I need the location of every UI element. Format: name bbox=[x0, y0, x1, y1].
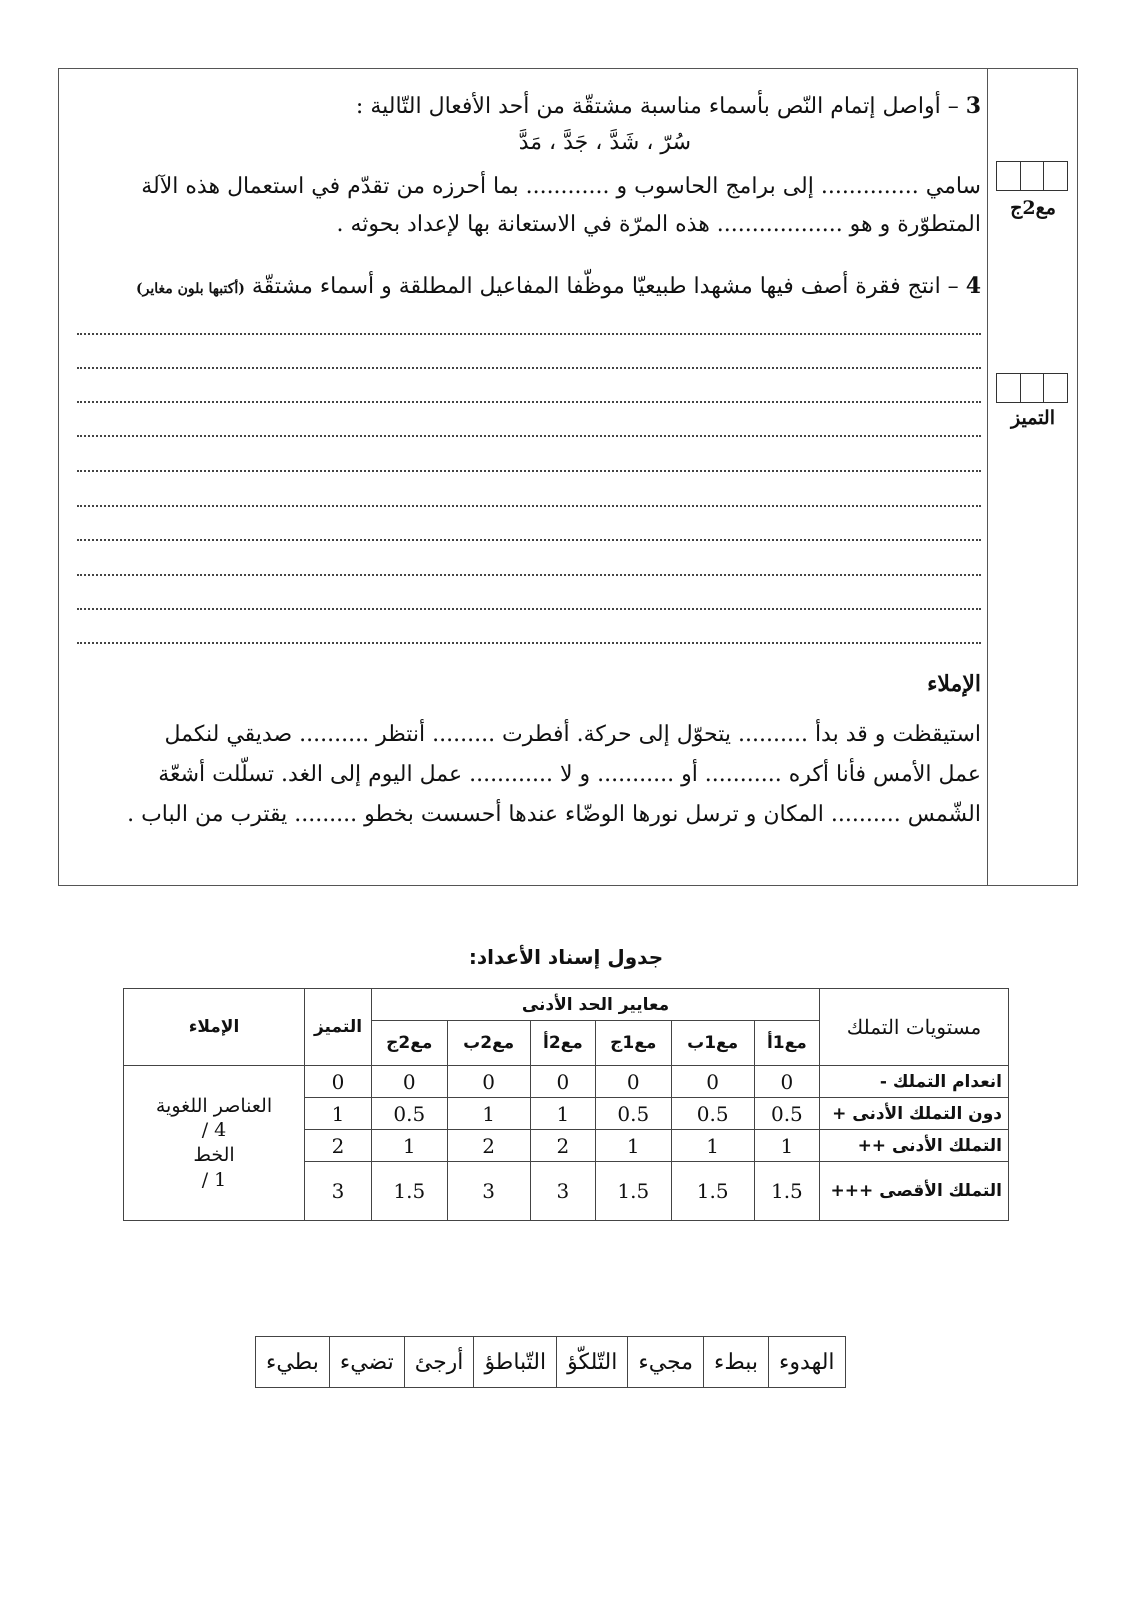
q4-number: 4 bbox=[965, 273, 981, 299]
criterion-label: مع2ج bbox=[1010, 197, 1056, 219]
min-criteria-header: معايير الحد الأدنى bbox=[372, 989, 820, 1021]
word-cell: مجيء bbox=[628, 1337, 704, 1388]
answer-line[interactable] bbox=[77, 640, 981, 644]
answer-line[interactable] bbox=[77, 433, 981, 437]
excellence-header: التميز bbox=[305, 989, 372, 1066]
word-bank-table bbox=[255, 1336, 846, 1388]
excellence-cell: 1 bbox=[305, 1098, 372, 1130]
word-cell: ببطء bbox=[704, 1337, 769, 1388]
value-cell: 1.5 bbox=[372, 1162, 448, 1221]
answer-line[interactable] bbox=[77, 365, 981, 369]
exercise-frame bbox=[58, 68, 1078, 886]
word-cell: الهدوء bbox=[769, 1337, 845, 1388]
q4-note: (أكتبها بلون مغاير) bbox=[135, 281, 245, 297]
q3-verbs: سُرّ ، شَدَّ ، جَدَّ ، مَدَّ bbox=[518, 130, 691, 155]
value-cell: 1.5 bbox=[754, 1162, 819, 1221]
answer-line[interactable] bbox=[77, 537, 981, 541]
word-cell: بطيء bbox=[256, 1337, 330, 1388]
grading-table bbox=[123, 988, 1009, 1221]
criterion-header: مع2أ bbox=[530, 1021, 595, 1066]
level-cell: انعدام التملك - bbox=[820, 1066, 1009, 1098]
criterion-header: مع1ب bbox=[671, 1021, 754, 1066]
dictation-line-1: استيقظت و قد بدأ .......... يتحوّل إلى حركة. أفطرت ......... أنتظر .......... صديقي لنكمل bbox=[164, 722, 981, 747]
value-cell: 1 bbox=[447, 1098, 530, 1130]
word-cell: التّلكّؤ bbox=[557, 1337, 628, 1388]
value-cell: 0 bbox=[447, 1066, 530, 1098]
excellence-label: التميز bbox=[1010, 407, 1055, 429]
answer-line[interactable] bbox=[77, 572, 981, 576]
value-cell: 1 bbox=[596, 1130, 672, 1162]
answer-line[interactable] bbox=[77, 399, 981, 403]
value-cell: 2 bbox=[447, 1130, 530, 1162]
score-column bbox=[987, 69, 1077, 885]
value-cell: 1 bbox=[372, 1130, 448, 1162]
value-cell: 1 bbox=[671, 1130, 754, 1162]
dictation-line-3: الشّمس .......... المكان و ترسل نورها الوضّاء عندها أحسست بخطو ......... يقترب من الباب . bbox=[127, 802, 981, 827]
answer-line[interactable] bbox=[77, 503, 981, 507]
value-cell: 3 bbox=[447, 1162, 530, 1221]
dictation-line-2: عمل الأمس فأنا أكره ........... أو ........... و لا ............ عمل اليوم إلى الغد. تسلّلت أشعّة bbox=[158, 762, 981, 787]
value-cell: 0 bbox=[530, 1066, 595, 1098]
criterion-header: مع2ب bbox=[447, 1021, 530, 1066]
value-cell: 1.5 bbox=[596, 1162, 672, 1221]
value-cell: 2 bbox=[530, 1130, 595, 1162]
value-cell: 1 bbox=[530, 1098, 595, 1130]
level-cell: التملك الأدنى ++ bbox=[820, 1130, 1009, 1162]
value-cell: 0.5 bbox=[754, 1098, 819, 1130]
criterion-header: مع2ج bbox=[372, 1021, 448, 1066]
level-cell: دون التملك الأدنى + bbox=[820, 1098, 1009, 1130]
q3-instruction: 3 – أواصل إتمام النّص بأسماء مناسبة مشتقّة من أحد الأفعال التّالية : bbox=[355, 93, 981, 119]
value-cell: 0.5 bbox=[671, 1098, 754, 1130]
grading-table-title: جدول إسناد الأعداد: bbox=[468, 945, 664, 969]
value-cell: 1 bbox=[754, 1130, 819, 1162]
value-cell: 0 bbox=[372, 1066, 448, 1098]
dictation-title: الإملاء bbox=[927, 671, 981, 697]
value-cell: 0 bbox=[754, 1066, 819, 1098]
word-cell: التّباطؤ bbox=[474, 1337, 557, 1388]
levels-header: مستويات التملك bbox=[820, 989, 1009, 1066]
value-cell: 0.5 bbox=[372, 1098, 448, 1130]
value-cell: 0 bbox=[596, 1066, 672, 1098]
answer-line[interactable] bbox=[77, 606, 981, 610]
excellence-cell: 3 bbox=[305, 1162, 372, 1221]
q3-line-1: سامي .............. إلى برامج الحاسوب و ............ بما أحرزه من تقدّم في استعمال هذه الآلة bbox=[141, 174, 981, 199]
criterion-header: مع1أ bbox=[754, 1021, 819, 1066]
score-box-bottom[interactable] bbox=[996, 373, 1068, 403]
word-cell: أرجئ bbox=[404, 1337, 474, 1388]
answer-line[interactable] bbox=[77, 468, 981, 472]
criterion-header: مع1ج bbox=[596, 1021, 672, 1066]
dictation-cell: العناصر اللغوية 4 / الخط 1 / bbox=[124, 1066, 305, 1221]
exercise-content bbox=[67, 69, 981, 885]
dictation-header: الإملاء bbox=[124, 989, 305, 1066]
excellence-cell: 2 bbox=[305, 1130, 372, 1162]
level-cell: التملك الأقصى +++ bbox=[820, 1162, 1009, 1221]
q3-number: 3 bbox=[965, 93, 981, 119]
answer-line[interactable] bbox=[77, 331, 981, 335]
q4-instruction: 4 – انتج فقرة أصف فيها مشهدا طبيعيّا موظّفا المفاعيل المطلقة و أسماء مشتقّة (أكتبها بلون مغاير) bbox=[135, 273, 981, 299]
table-row bbox=[124, 1066, 1009, 1098]
value-cell: 1.5 bbox=[671, 1162, 754, 1221]
q3-line-2: المتطوّرة و هو .................. هذه المرّة في الاستعانة بها لإعداد بحوثه . bbox=[336, 212, 981, 237]
value-cell: 0.5 bbox=[596, 1098, 672, 1130]
excellence-cell: 0 bbox=[305, 1066, 372, 1098]
word-cell: تضيء bbox=[329, 1337, 404, 1388]
value-cell: 0 bbox=[671, 1066, 754, 1098]
score-box-top[interactable] bbox=[996, 161, 1068, 191]
value-cell: 3 bbox=[530, 1162, 595, 1221]
